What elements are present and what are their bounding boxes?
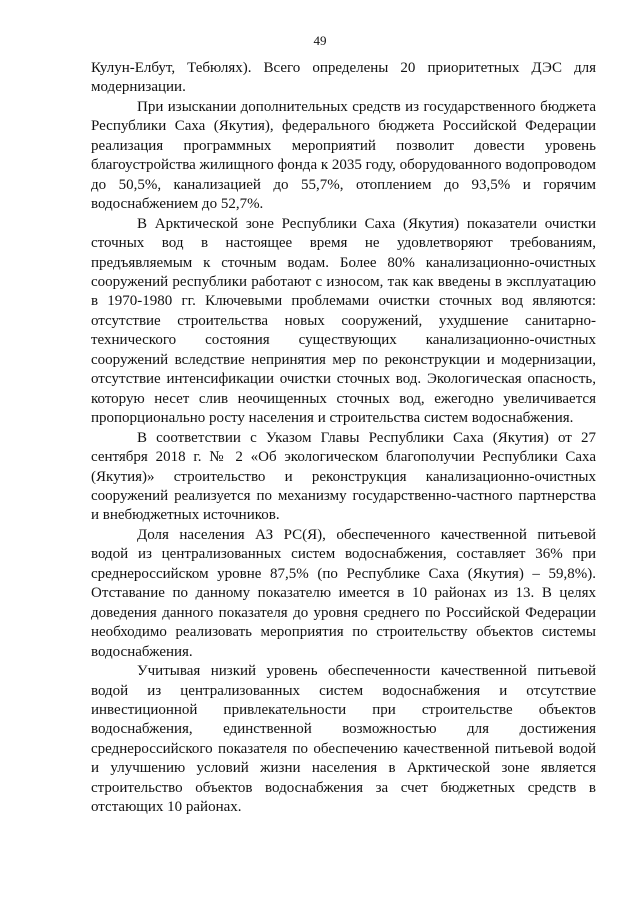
paragraph-water-supply-construction: Учитывая низкий уровень обеспеченности качественной питьевой водой из централизованных систем водоснабжения и отсутствие инвестиционной привлекательности при строительстве объектов водоснабжения, единственной возможностью для достижения среднероссийского показателя по обеспечению качественной питьевой водой и улучшению условий жизни населения в Арктической зоне является строительство объектов водоснабжения за счет бюджетных средств в отстающих 10 районах. bbox=[91, 663, 596, 816]
paragraph-continuation: Кулун-Елбут, Тебюлях). Всего определены 20 приоритетных ДЭС для модернизации. bbox=[91, 60, 596, 96]
page-number: 49 bbox=[313, 33, 327, 48]
paragraph-drinking-water-share: Доля населения АЗ РС(Я), обеспеченного качественной питьевой водой из централизованных систем водоснабжения, составляет 36% при среднероссийском уровне 87,5% (по Республике Саха (Якутия) – 59,8%). Отставание по данному показателю имеется в 10 районах из 13. В целях доведения данного показателя до уровня среднего по Российской Федерации необходимо реализовать мероприятия по строительству объектов системы водоснабжения. bbox=[91, 526, 596, 660]
paragraph-housing-improvement: При изыскании дополнительных средств из государственного бюджета Республики Саха (Якутия), федерального бюджета Российской Федерации реализация программных мероприятий позволит довести уровень благоустройства жилищного фонда к 2035 году, оборудованного водопроводом до 50,5%, канализацией до 55,7%, отоплением до 93,5% и горячим водоснабжением до 52,7%. bbox=[91, 98, 596, 213]
paragraph-wastewater-treatment: В Арктической зоне Республики Саха (Якутия) показатели очистки сточных вод в настоящее время не удовлетворяют требованиям, предъявляемым к сточным водам. Более 80% канализационно-очистных сооружений республики работают с износом, так как введены в эксплуатацию в 1970-1980 гг. Ключевыми проблемами очистки сточных вод являются: отсутствие строительства новых сооружений, ухудшение санитарно-технического состояния существующих канализационно-очистных сооружений вследствие непринятия мер по реконструкции и модернизации, отсутствие интенсификации очистки сточных вод. Экологическая опасность, которую несет слив неочищенных сточных вод, ежегодно увеличивается пропорционально росту населения и строительства систем водоснабжения. bbox=[91, 215, 596, 427]
document-body bbox=[91, 59, 596, 818]
paragraph-decree-reference: В соответствии с Указом Главы Республики Саха (Якутия) от 27 сентября 2018 г. № 2 «Об экологическом благополучии Республики Саха (Якутия)» строительство и реконструкция канализационно-очистных сооружений реализуется по механизму государственно-частного партнерства и внебюджетных источников. bbox=[91, 429, 596, 524]
